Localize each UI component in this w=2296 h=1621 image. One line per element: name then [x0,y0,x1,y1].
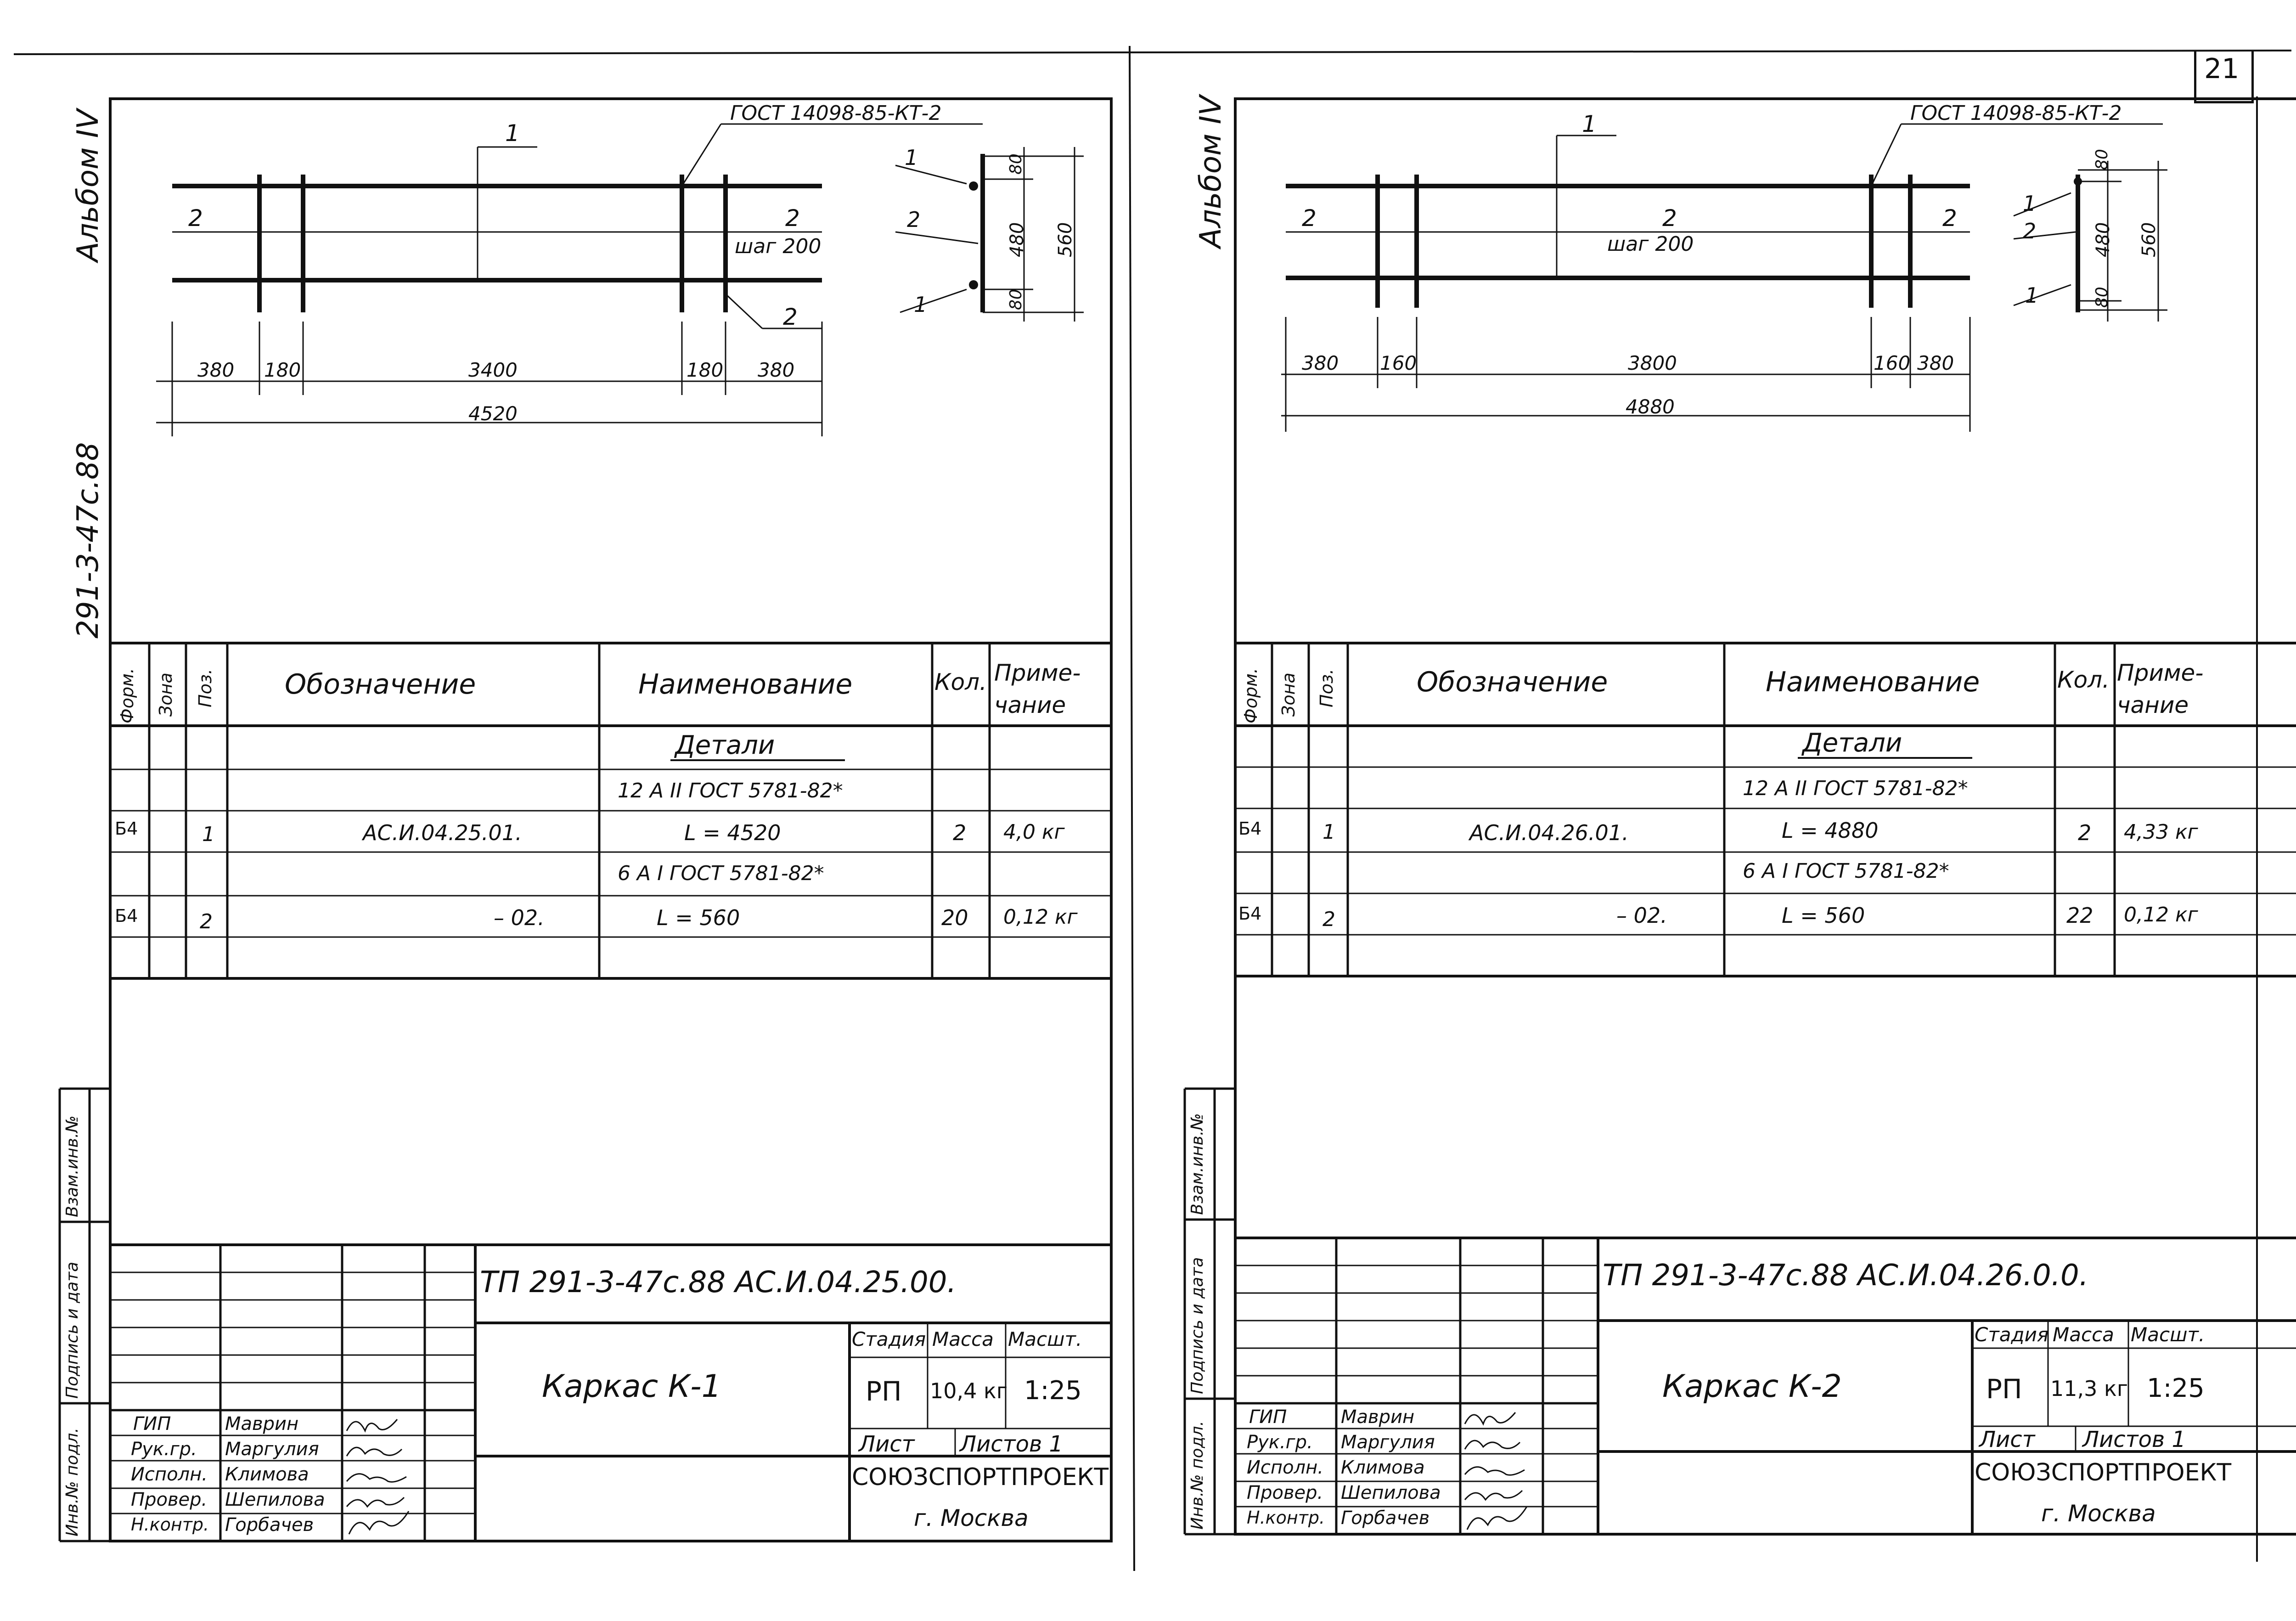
pos-2-left-label: 2 [1302,205,1317,232]
material-1: 12 А II ГОСТ 5781-82* [618,779,843,802]
row-1-designation: АС.И.04.25.01. [363,820,522,845]
stamp-mass-h: Масса [2053,1323,2114,1346]
material-2: 6 А I ГОСТ 5781-82* [1743,859,1949,883]
role-4: Провер. [131,1489,208,1510]
row-2-qty: 22 [2066,903,2093,928]
signature-4 [347,1497,404,1507]
row-2-name: L = 560 [1782,903,1865,928]
stamp-org: СОЮЗСПОРТПРОЕКТ [852,1463,1109,1491]
row-1-pos: 1 [202,823,215,846]
stamp-scale-h: Масшт. [2131,1323,2205,1346]
stamp-stage-h: Стадия [1975,1323,2049,1346]
name-3: Климова [1341,1457,1425,1478]
section-pos-2: 2 [907,207,921,232]
stamp-mass: 10,4 кг [930,1378,1007,1403]
role-5: Н.контр. [131,1514,209,1535]
row-2-pos: 2 [1322,908,1335,931]
hdr-note-1: Приме- [994,660,1081,686]
dim-2: 160 [1380,352,1417,374]
stamp-scale: 1:25 [1024,1376,1082,1406]
dim-3: 3800 [1628,352,1677,374]
sheet-2 [1130,0,2296,1621]
section-pos-1-top: 1 [2023,191,2037,216]
role-2: Рук.гр. [131,1439,197,1460]
role-1: ГИП [133,1413,171,1435]
pos-2-left-label: 2 [188,205,203,232]
stamp-city: г. Москва [914,1505,1029,1531]
page-number: 21 [2204,53,2240,85]
name-4: Шепилова [1341,1482,1441,1503]
row-2-designation: – 02. [1616,903,1667,928]
pos-2-lower-label: 2 [783,304,798,330]
row-2-form: Б4 [115,906,138,926]
album-label: Альбом IV [71,109,105,262]
hdr-form: Форм. [1241,668,1261,723]
stamp-mass-h: Масса [932,1328,994,1350]
dim-total: 4880 [1626,395,1675,418]
section-dim-top: 80 [2093,149,2111,170]
role-1: ГИП [1249,1406,1287,1428]
section-dim-bot: 80 [2093,287,2111,308]
pos-2-right-label: 2 [1942,205,1957,232]
row-1-pos: 1 [1322,820,1335,844]
project-side-label: 291-3-47с.88 [71,442,105,638]
row-2-form: Б4 [1238,904,1262,924]
section-pos-1-top: 1 [905,145,918,170]
signature-2 [1465,1440,1520,1449]
signature-2 [347,1447,402,1456]
pos-2-mid-label: 2 [1662,205,1677,232]
section-dim-total: 560 [2138,222,2160,257]
name-2: Маргулия [225,1439,319,1460]
signature-4 [1465,1491,1522,1500]
dim-1: 380 [197,359,235,381]
hdr-note-1: Приме- [2117,660,2204,686]
gost-label: ГОСТ 14098-85-КТ-2 [730,102,942,125]
signature-1 [1465,1412,1515,1424]
stamp-stage-h: Стадия [852,1328,926,1350]
stamp-sheets-h: Листов 1 [960,1431,1064,1457]
section-pos-1-bot: 1 [914,292,928,317]
dim-5: 380 [1917,352,1954,374]
dim-4: 180 [687,359,724,381]
stamp-stage: РП [1986,1373,2022,1405]
section-pos-1-bot: 1 [2025,283,2039,308]
pos-1-label: 1 [505,120,520,147]
hdr-designation: Обозначение [1417,666,1608,698]
role-4: Провер. [1247,1482,1323,1503]
name-3: Климова [225,1464,309,1485]
hdr-designation: Обозначение [285,668,476,700]
section-title: Детали [675,730,775,760]
section-pos-2: 2 [2023,219,2037,243]
section-dim-total: 560 [1055,222,1076,257]
row-1-qty: 2 [2078,820,2092,845]
row-1-name: L = 4880 [1782,818,1879,843]
stamp-scale: 1:25 [2147,1373,2205,1403]
sign-date-label: Подпись и дата [1188,1257,1207,1394]
hdr-qty: Кол. [934,669,987,695]
section-dim-bot: 80 [1007,289,1025,310]
stamp-sheet-h: Лист [1979,1427,2035,1452]
material-2: 6 А I ГОСТ 5781-82* [618,862,824,885]
dim-2: 180 [264,359,301,381]
role-2: Рук.гр. [1247,1432,1313,1453]
hdr-zone: Зона [1278,672,1299,717]
section-dim-mid: 480 [1007,222,1028,257]
row-1-note: 4,33 кг [2124,820,2198,844]
hdr-form: Форм. [117,668,137,723]
inv-repl-label: Взам.инв.№ [1188,1113,1207,1215]
row-1-name: L = 4520 [684,820,781,845]
role-5: Н.контр. [1247,1508,1325,1528]
stamp-code: ТП 291-3-47с.88 АС.И.04.26.0.0. [1603,1259,2089,1293]
sheet-1 [0,0,1130,1621]
name-1: Маврин [225,1413,299,1435]
stamp-org: СОЮЗСПОРТПРОЕКТ [1975,1459,2232,1486]
stamp-city: г. Москва [2041,1500,2156,1527]
hdr-zone: Зона [156,672,176,717]
signature-1 [347,1419,397,1431]
hdr-note-2: чание [2117,692,2189,718]
name-1: Маврин [1341,1406,1415,1428]
row-1-note: 4,0 кг [1003,820,1065,844]
row-1-form: Б4 [115,819,138,839]
hdr-name: Наименование [638,668,853,700]
inv-orig-label: Инв.№ подл. [63,1428,82,1536]
row-2-designation: – 02. [494,905,545,930]
album-label: Альбом IV [1194,95,1228,248]
section-title: Детали [1802,728,1902,758]
name-4: Шепилова [225,1489,325,1510]
hdr-name: Наименование [1766,666,1980,698]
dim-total: 4520 [468,402,518,425]
row-2-note: 0,12 кг [2124,903,2198,926]
hdr-qty: Кол. [2057,666,2110,693]
row-1-qty: 2 [953,820,967,845]
name-2: Маргулия [1341,1432,1435,1453]
row-2-note: 0,12 кг [1003,905,1078,929]
stamp-scale-h: Масшт. [1008,1328,1082,1350]
spacing-label: шаг 200 [1607,232,1694,256]
row-1-designation: АС.И.04.26.01. [1469,820,1629,845]
hdr-note-2: чание [994,692,1066,718]
pos-1-label: 1 [1582,111,1597,137]
row-2-qty: 20 [941,905,968,930]
row-1-form: Б4 [1238,819,1262,839]
hdr-pos: Поз. [1317,668,1337,707]
stamp-stage: РП [866,1376,902,1407]
name-5: Горбачев [1341,1508,1430,1529]
hdr-pos: Поз. [195,668,215,707]
dim-1: 380 [1302,352,1339,374]
inv-repl-label: Взам.инв.№ [63,1115,82,1217]
gost-label: ГОСТ 14098-85-КТ-2 [1910,102,2122,125]
spacing-label: шаг 200 [735,235,822,258]
dim-5: 380 [758,359,795,381]
inv-orig-label: Инв.№ подл. [1188,1421,1207,1530]
name-5: Горбачев [225,1514,314,1536]
signature-3 [347,1474,406,1482]
pos-2-right-label: 2 [785,205,800,232]
stamp-mass: 11,3 кг [2050,1376,2128,1401]
stamp-sheets-h: Листов 1 [2082,1427,2186,1452]
stamp-title: Каркас К-1 [542,1368,721,1405]
dim-4: 160 [1874,352,1911,374]
sign-date-label: Подпись и дата [63,1261,82,1399]
stamp-sheet-h: Лист [859,1431,915,1457]
signature-3 [1465,1467,1525,1475]
signature-5 [1467,1507,1527,1530]
section-dim-top: 80 [1007,153,1025,175]
material-1: 12 А II ГОСТ 5781-82* [1743,777,1968,800]
stamp-code: ТП 291-3-47с.88 АС.И.04.25.00. [480,1265,957,1299]
role-3: Исполн. [131,1464,208,1485]
signature-5 [349,1511,409,1534]
stamp-title: Каркас К-2 [1662,1368,1842,1405]
row-2-pos: 2 [200,910,213,933]
row-2-name: L = 560 [657,905,740,930]
section-dim-mid: 480 [2093,222,2114,257]
dim-3: 3400 [468,359,518,381]
role-3: Исполн. [1247,1457,1323,1478]
